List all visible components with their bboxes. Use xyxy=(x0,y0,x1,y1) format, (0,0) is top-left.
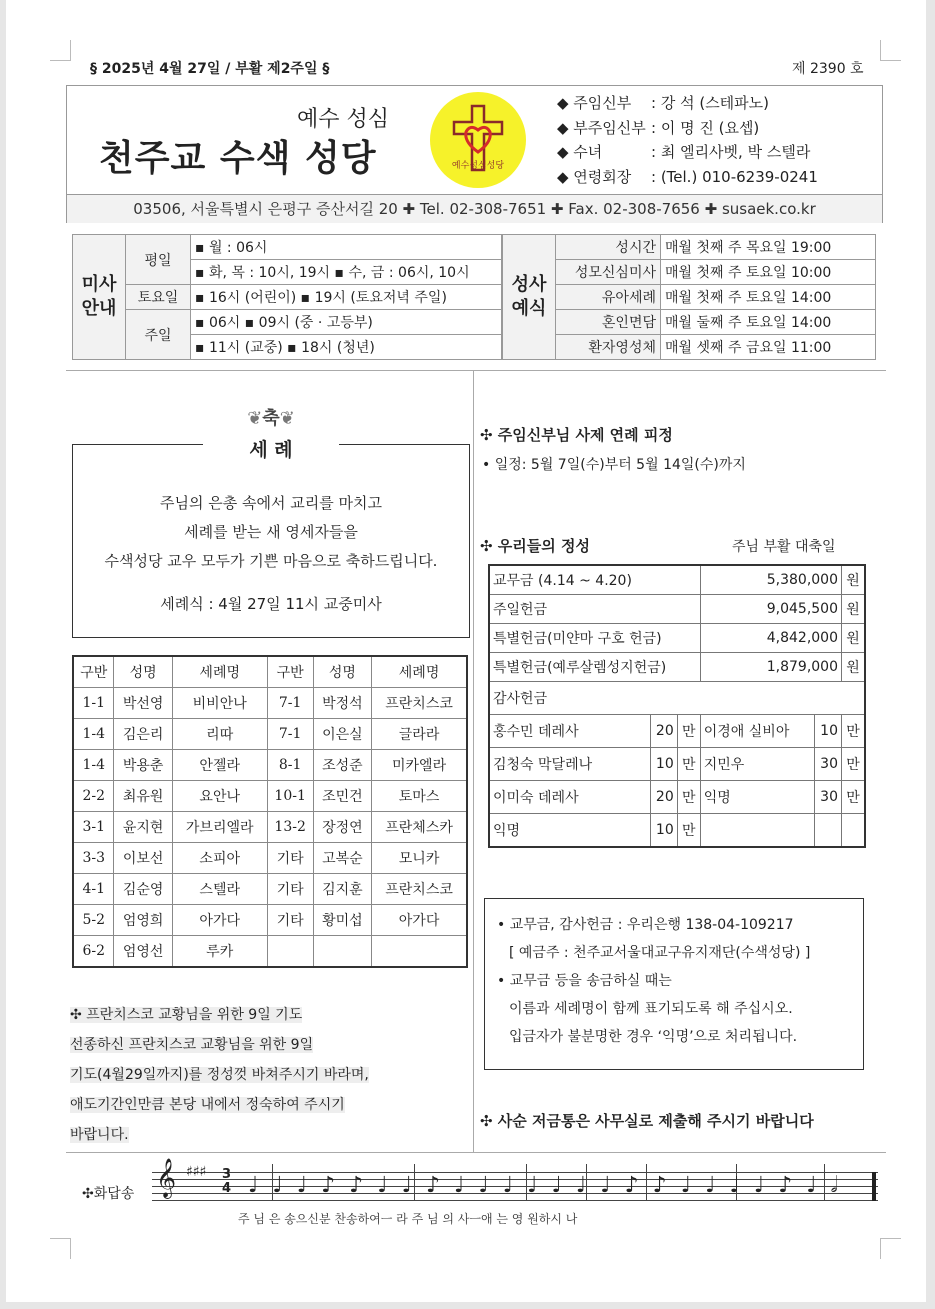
staff-row xyxy=(557,140,818,165)
sacrament-table xyxy=(502,234,876,360)
sacrament-name: 성모신심미사 xyxy=(556,260,661,285)
time-signature-icon: 3 4 xyxy=(222,1167,232,1196)
table-row: 1-1 박선영 비비안나 7-1 박정석 프란치스코 xyxy=(73,688,467,719)
column-divider xyxy=(473,370,474,1152)
sacrament-time: 매월 첫째 주 목요일 19:00 xyxy=(661,235,876,260)
baptism-notice-box xyxy=(72,439,470,638)
account-line: 입금자가 불분명한 경우 ‘익명’으로 처리됩니다. xyxy=(509,1029,798,1045)
mass-row: ▪ 06시 ▪ 09시 (중 · 고등부) xyxy=(191,310,502,335)
mass-row: ▪ 화, 목 : 10시, 19시 ▪ 수, 금 : 06시, 10시 xyxy=(191,260,502,285)
section-divider xyxy=(66,1152,886,1153)
prayer-line: 바랍니다. xyxy=(70,1127,129,1143)
account-line: 이름과 세례명이 함께 표기되도록 해 주십시오. xyxy=(509,1001,793,1017)
sacrament-label: 성사 예식 xyxy=(503,235,556,360)
sacrament-name: 성시간 xyxy=(556,235,661,260)
sacred-heart-cross-icon xyxy=(430,92,526,188)
table-row: 3-1 윤지현 가브리엘라 13-2 장정연 프란체스카 xyxy=(73,812,467,843)
staff-value: : (Tel.) 010-6239-0241 xyxy=(651,167,818,186)
title-box xyxy=(66,85,883,223)
sunday-label: 주일 xyxy=(126,310,191,360)
offering-table xyxy=(488,564,866,848)
staff-value: : 최 엘리사벳, 박 스텔라 xyxy=(651,143,811,161)
piggy-bank-notice: ✣ 사순 저금통은 사무실로 제출해 주시기 바랍니다 xyxy=(480,1112,814,1130)
staff-list xyxy=(557,91,818,189)
treble-clef-icon: 𝄞 xyxy=(156,1158,177,1198)
prayer-line: 애도기간인만큼 본당 내에서 정숙하여 주시기 xyxy=(70,1097,345,1113)
table-row: 이미숙 데레사 20 만 익명 30 만 xyxy=(489,781,865,814)
mass-row: ▪ 11시 (교중) ▪ 18시 (청년) xyxy=(191,335,502,360)
table-row: 5-2 엄영희 아가다 기타 황미섭 아가다 xyxy=(73,905,467,936)
sacrament-name: 유아세례 xyxy=(556,285,661,310)
key-signature-icon: ♯♯♯ xyxy=(186,1164,207,1180)
sacrament-name: 환자영성체 xyxy=(556,335,661,360)
table-header: 구반 성명 세례명 구반 성명 세례명 xyxy=(73,656,467,688)
crop-mark xyxy=(50,1238,71,1259)
staff-role: ◆ 주임신부 xyxy=(557,94,632,112)
music-notes-icon: ♩♩♩♪♪♩♩♪♩♩♩♩♩♩♩♪♪♩♩♩♩♪♩𝅗𝅥 xyxy=(248,1173,852,1198)
staff-role: ◆ 수녀 xyxy=(557,143,603,161)
baptism-title: 세 례 xyxy=(203,435,339,462)
table-row: 홍수민 데레사 20 만 이경애 실비아 10 만 xyxy=(489,715,865,748)
offering-occasion: 주님 부활 대축일 xyxy=(732,539,836,555)
hymn-label: ✣화답송 xyxy=(82,1186,135,1202)
table-row: 특별헌금(미얀마 구호 헌금) 4,842,000 원 xyxy=(489,624,865,653)
staff-role: ◆ 부주임신부 xyxy=(557,118,646,137)
table-row: 특별헌금(예루살렘성지헌금) 1,879,000 원 xyxy=(489,653,865,682)
account-line: • 교무금, 감사헌금 : 우리은행 138-04-109217 xyxy=(497,917,794,933)
prayer-line: 선종하신 프란치스코 교황님을 위한 9일 xyxy=(70,1037,314,1053)
mass-row: ▪ 16시 (어린이) ▪ 19시 (토요저녁 주일) xyxy=(191,285,502,310)
sacrament-time: 매월 첫째 주 토요일 14:00 xyxy=(661,285,876,310)
table-row: 감사헌금 xyxy=(489,682,865,715)
staff-value: : 이 명 진 (요셉) xyxy=(651,118,760,137)
staff-row xyxy=(557,91,818,116)
retreat-detail: • 일정: 5월 7일(수)부터 5월 14일(수)까지 xyxy=(482,457,746,473)
parish-name: 천주교 수색 성당 xyxy=(99,138,377,179)
table-row: 주일헌금 9,045,500 원 xyxy=(489,595,865,624)
table-row: 1-4 박용춘 안젤라 8-1 조성준 미카엘라 xyxy=(73,750,467,781)
crop-mark xyxy=(50,40,71,61)
prayer-title: ✣ 프란치스코 교황님을 위한 9일 기도 xyxy=(70,1007,303,1023)
crop-mark xyxy=(880,1238,901,1259)
sacrament-name: 혼인면담 xyxy=(556,310,661,335)
mass-row: ▪ 월 : 06시 xyxy=(191,235,502,260)
prayer-note xyxy=(70,1000,369,1150)
table-row: 교무금 (4.14 ~ 4.20) 5,380,000 원 xyxy=(489,565,865,595)
laurel-icon: ❦ xyxy=(279,408,295,429)
table-row: 김청숙 막달레나 10 만 지민우 30 만 xyxy=(489,748,865,781)
mass-label: 미사 안내 xyxy=(73,235,126,360)
table-row: 6-2 엄영선 루카 xyxy=(73,936,467,968)
baptism-ceremony: 세례식 : 4월 27일 11시 교중미사 xyxy=(160,595,382,613)
sacrament-time: 매월 셋째 주 금요일 11:00 xyxy=(661,335,876,360)
retreat-title: ✣ 주임신부님 사제 연례 피정 xyxy=(480,426,673,444)
date-line: § 2025년 4월 27일 / 부활 제2주일 § xyxy=(90,61,330,77)
staff-role: ◆ 연령회장 xyxy=(557,167,632,186)
sacrament-time: 매월 둘째 주 토요일 14:00 xyxy=(661,310,876,335)
parish-seal xyxy=(430,92,526,188)
section-divider xyxy=(66,370,886,371)
table-row: 2-2 최유원 요안나 10-1 조민건 토마스 xyxy=(73,781,467,812)
staff-value: : 강 석 (스테파노) xyxy=(651,94,770,112)
table-row: 익명 10 만 xyxy=(489,814,865,848)
mass-schedule-table xyxy=(72,234,502,360)
table-row: 4-1 김순영 스텔라 기타 김지훈 프란치스코 xyxy=(73,874,467,905)
account-line: • 교무금 등을 송금하실 때는 xyxy=(497,973,672,989)
weekday-label: 평일 xyxy=(126,235,191,285)
issue-number: 제 2390 호 xyxy=(792,61,864,77)
offering-title: ✣ 우리들의 정성 xyxy=(480,537,590,555)
saturday-label: 토요일 xyxy=(126,285,191,310)
seal-text: 예수성심성당 xyxy=(451,161,505,171)
table-row: 3-3 이보선 소피아 기타 고복순 모니카 xyxy=(73,843,467,874)
staff-row xyxy=(557,116,818,141)
congrats-heading: ❦축❦ xyxy=(247,408,295,429)
baptism-message: 주님의 은총 속에서 교리를 마치고 세례를 받는 새 영세자들을 수색성당 교우 모두가 기쁜 마음으로 축하드립니다. xyxy=(104,494,438,570)
laurel-icon: ❦ xyxy=(247,408,263,429)
prayer-line: 기도(4월29일까지)를 정성껏 바쳐주시기 바라며, xyxy=(70,1067,369,1083)
account-box xyxy=(484,898,864,1070)
staff-row xyxy=(557,165,818,190)
contact-bar: 03506, 서울특별시 은평구 증산서길 20 ✚ Tel. 02-308-7651 ✚ Fax. 02-308-7656 ✚ susaek.co.kr xyxy=(67,194,882,223)
crop-mark xyxy=(880,40,901,61)
account-line: [ 예금주 : 천주교서울대교구유지재단(수색성당) ] xyxy=(509,945,811,961)
sacrament-time: 매월 첫째 주 토요일 10:00 xyxy=(661,260,876,285)
music-staff xyxy=(152,1158,878,1204)
bulletin-page xyxy=(6,0,926,1302)
table-row: 1-4 김은리 리따 7-1 이은실 글라라 xyxy=(73,719,467,750)
baptism-table xyxy=(72,655,468,968)
parish-subtitle: 예수 성심 xyxy=(297,107,390,132)
hymn-lyrics: 주 님 은 송으신분 찬송하여ㅡ 라 주 님 의 사ㅡ애 는 영 원하시 나 xyxy=(238,1212,578,1226)
